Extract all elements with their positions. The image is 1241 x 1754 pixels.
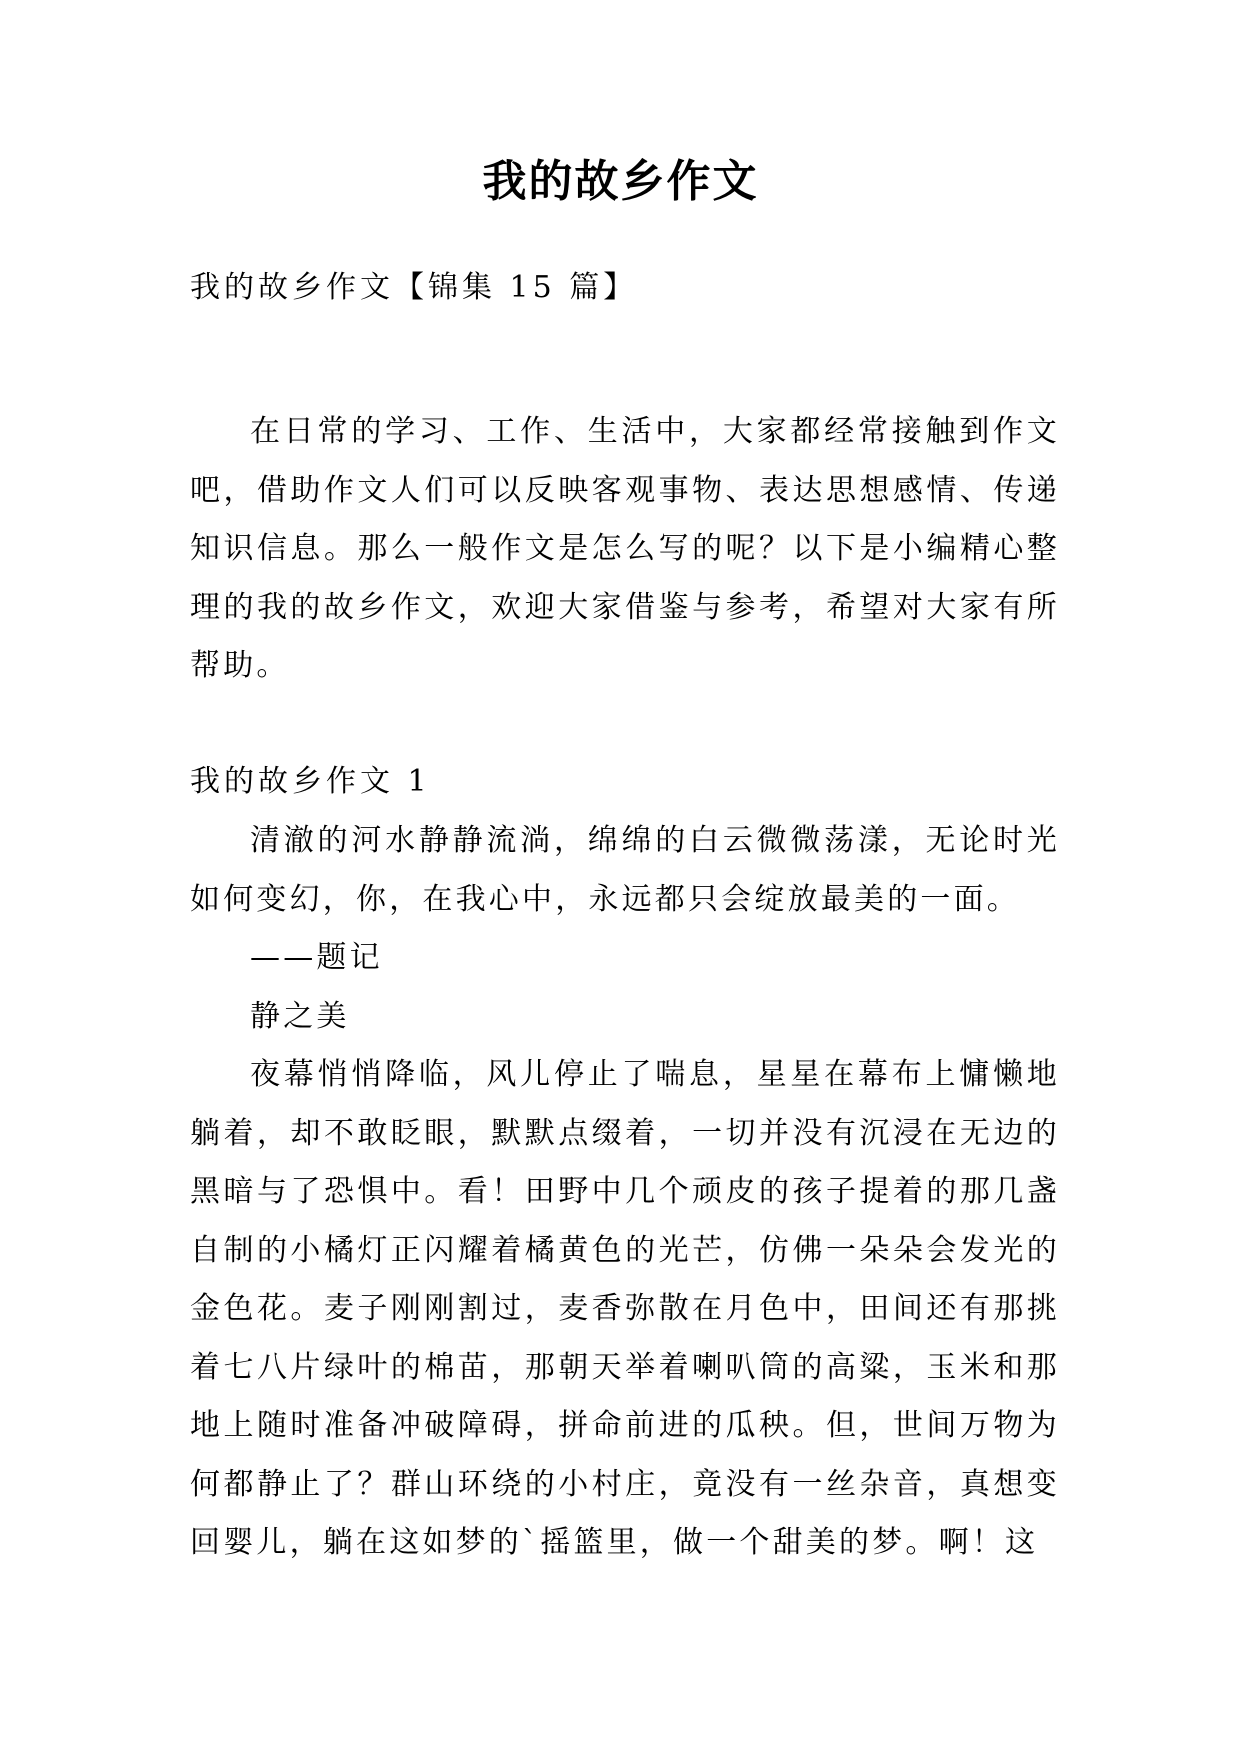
- essay-paragraph: 夜幕悄悄降临，风儿停止了喘息，星星在幕布上慵懒地躺着，却不敢眨眼，默默点缀着，一切并没有沉浸在无边的黑暗与了恐惧中。看！田野中几个顽皮的孩子提着的那几盏自制的小橘灯正闪耀着橘黄色的光芒，仿佛一朵朵会发光的金色花。麦子刚刚割过，麦香弥散在月色中，田间还有那挑着七八片绿叶的棉苗，那朝天举着喇叭筒的高粱，玉米和那地上随时准备冲破障碍，拼命前进的瓜秧。但，世间万物为何都静止了？群山环绕的小村庄，竟没有一丝杂音，真想变回婴儿，躺在这如梦的`摇篮里，做一个甜美的梦。啊！这: [190, 1057, 1060, 1560]
- essay-paragraph: 清澈的河水静静流淌，绵绵的白云微微荡漾，无论时光如何变幻，你，在我心中，永远都只会绽放最美的一面。: [190, 823, 1060, 917]
- subsection-heading: 静之美: [250, 998, 350, 1034]
- essay-body: [190, 812, 1060, 1573]
- document-title: 我的故乡作文: [482, 156, 759, 207]
- epigraph-attribution: ——题记: [250, 940, 383, 975]
- intro-block: [190, 403, 1060, 696]
- intro-paragraph: 在日常的学习、工作、生活中，大家都经常接触到作文吧，借助作文人们可以反映客观事物、表达思想感情、传递知识信息。那么一般作文是怎么写的呢？以下是小编精心整理的我的故乡作文，欢迎大家借鉴与参考，希望对大家有所帮助。: [190, 414, 1060, 683]
- section-heading: 我的故乡作文 1: [190, 764, 431, 799]
- document-subtitle: 我的故乡作文【锦集 15 篇】: [190, 270, 638, 305]
